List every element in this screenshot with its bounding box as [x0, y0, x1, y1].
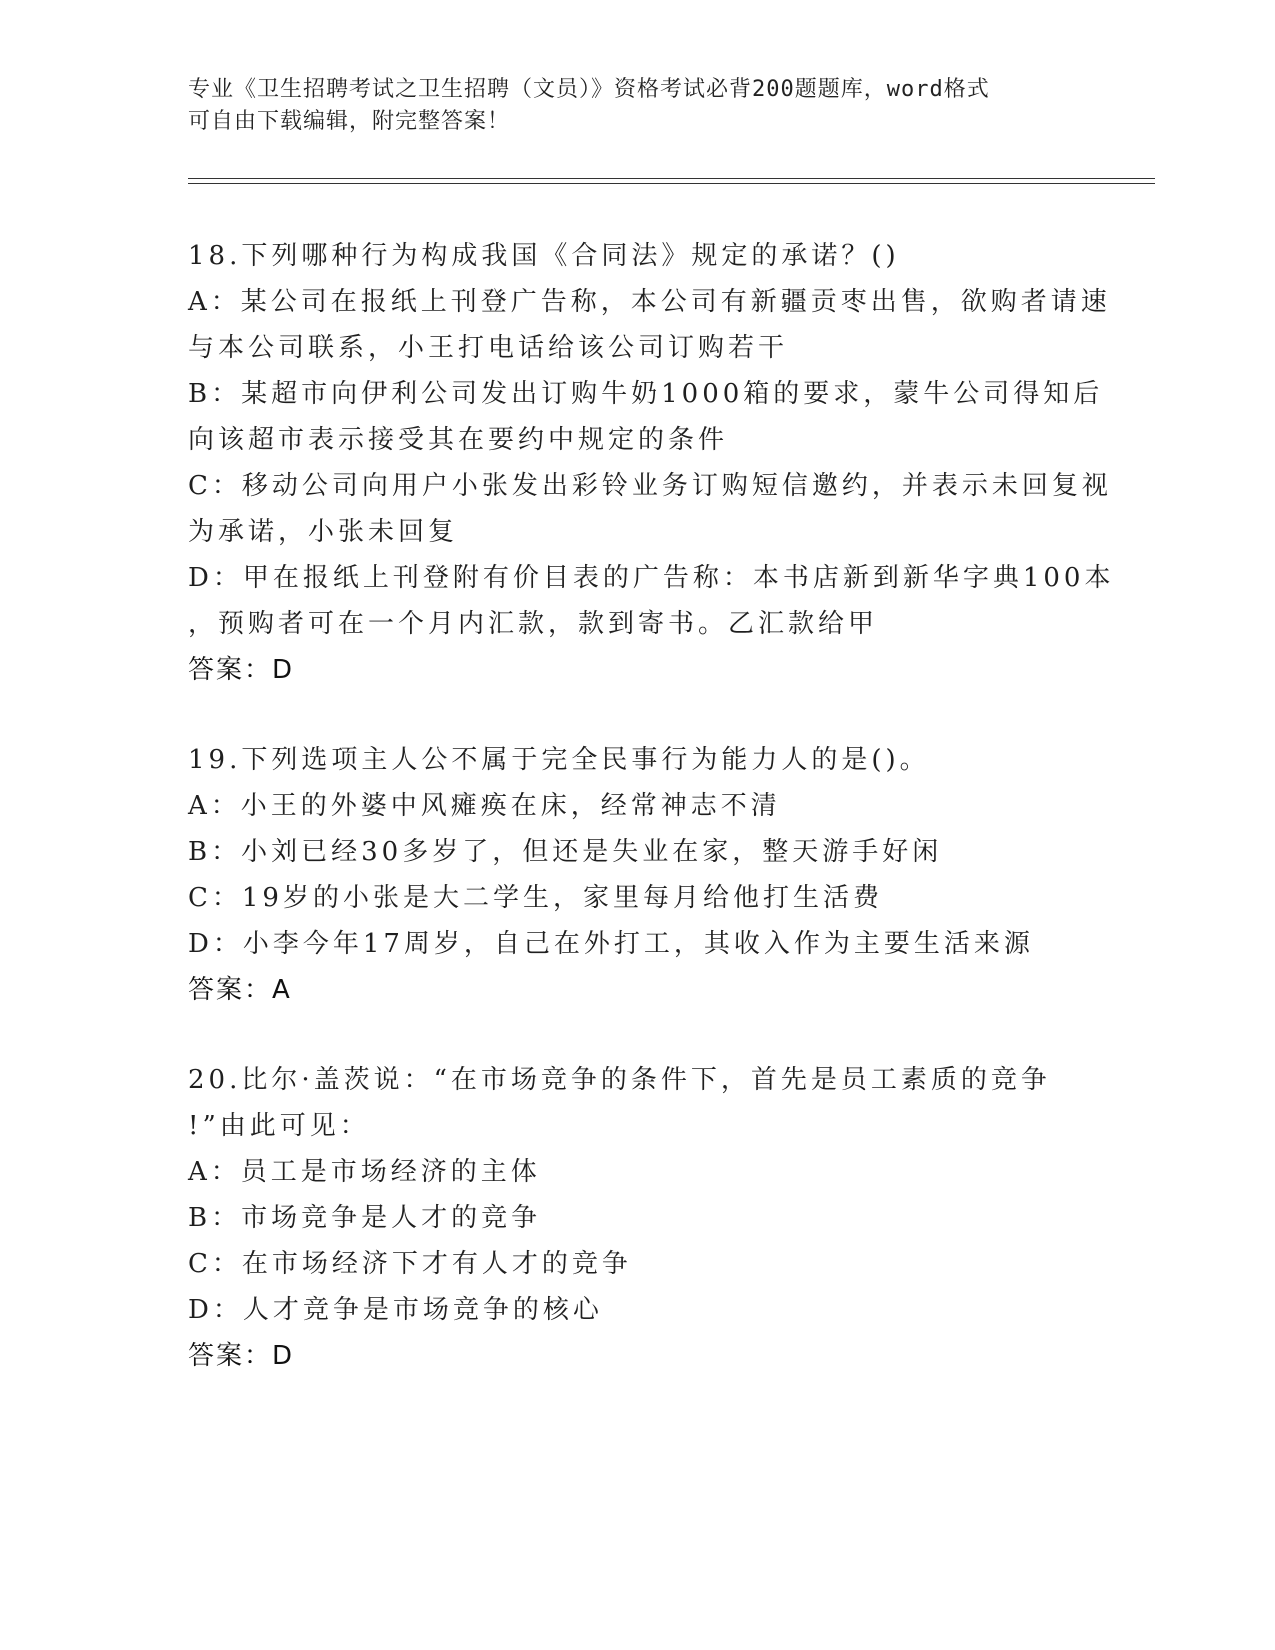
option-line: D：人才竞争是市场竞争的核心	[188, 1295, 603, 1325]
option-line: B：市场竞争是人才的竞争	[188, 1203, 542, 1233]
answer-label: 答案：A	[188, 975, 292, 1005]
option-line: A：某公司在报纸上刊登广告称，本公司有新疆贡枣出售，欲购者请速	[188, 287, 1111, 317]
option-line: C：19岁的小张是大二学生，家里每月给他打生活费	[188, 883, 883, 913]
question-stem: 20.比尔·盖茨说：“在市场竞争的条件下，首先是员工素质的竞争	[188, 1065, 1051, 1095]
header-divider-bottom	[188, 183, 1155, 184]
header-line-2: 可自由下载编辑，附完整答案！	[188, 109, 511, 134]
question-stem: 19.下列选项主人公不属于完全民事行为能力人的是()。	[188, 745, 930, 775]
question-20	[188, 1057, 1088, 1379]
document-header	[188, 74, 1088, 138]
header-line-1: 专业《卫生招聘考试之卫生招聘（文员）》资格考试必背200题题库，word格式	[188, 77, 990, 102]
option-line: 向该超市表示接受其在要约中规定的条件	[188, 425, 729, 455]
header-divider-top	[188, 178, 1155, 179]
question-19	[188, 737, 1088, 1013]
option-line: D：小李今年17周岁，自己在外打工，其收入作为主要生活来源	[188, 929, 1034, 959]
option-line: D：甲在报纸上刊登附有价目表的广告称：本书店新到新华字典100本	[188, 563, 1115, 593]
question-18	[188, 233, 1115, 693]
question-stem: !”由此可见：	[188, 1111, 370, 1141]
option-line: A：员工是市场经济的主体	[188, 1157, 541, 1187]
option-line: C：移动公司向用户小张发出彩铃业务订购短信邀约，并表示未回复视	[188, 471, 1112, 501]
option-line: B：小刘已经30多岁了，但还是失业在家，整天游手好闲	[188, 837, 943, 867]
option-line: A：小王的外婆中风瘫痪在床，经常神志不清	[188, 791, 781, 821]
answer-label: 答案：D	[188, 655, 295, 685]
option-line: B：某超市向伊利公司发出订购牛奶1000箱的要求，蒙牛公司得知后	[188, 379, 1104, 409]
question-stem: 18.下列哪种行为构成我国《合同法》规定的承诺？()	[188, 241, 900, 271]
option-line: C：在市场经济下才有人才的竞争	[188, 1249, 632, 1279]
option-line: 与本公司联系，小王打电话给该公司订购若干	[188, 333, 789, 363]
question-list	[188, 233, 1115, 1423]
answer-label: 答案：D	[188, 1341, 295, 1371]
option-line: ，预购者可在一个月内汇款，款到寄书。乙汇款给甲	[188, 609, 879, 639]
option-line: 为承诺，小张未回复	[188, 517, 459, 547]
